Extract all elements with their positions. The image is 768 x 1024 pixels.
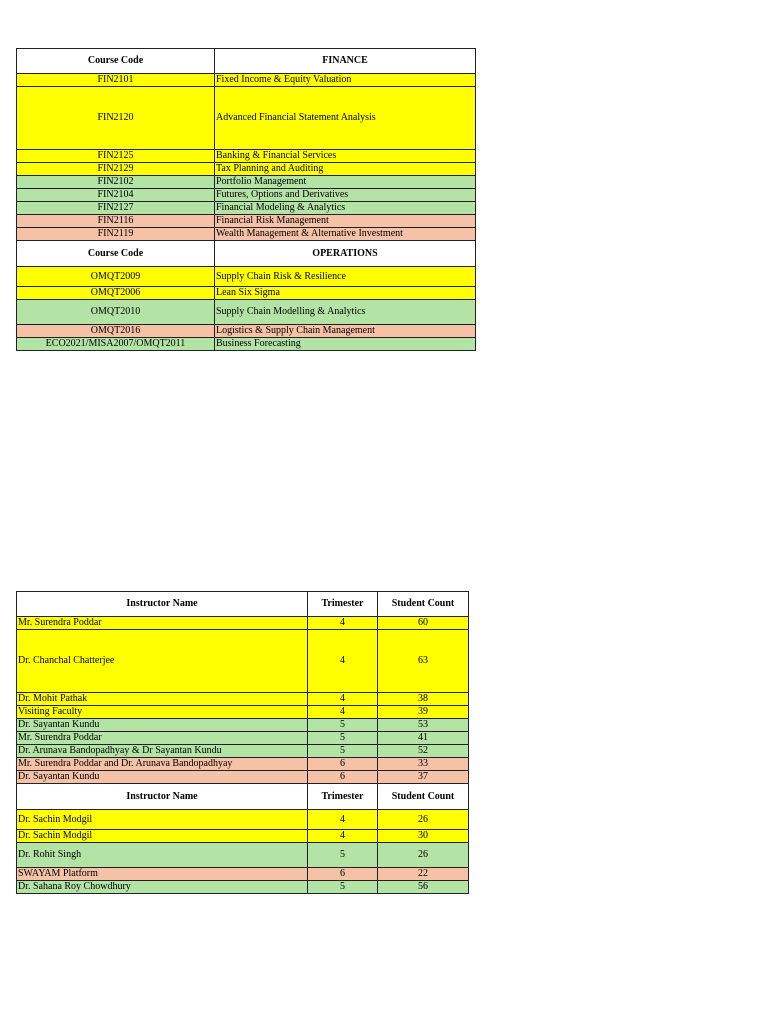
trimester-cell: 5	[308, 843, 378, 868]
course-code-cell: FIN2129	[17, 163, 215, 176]
table-row	[17, 287, 476, 300]
table-row	[17, 325, 476, 338]
table-row	[17, 338, 476, 351]
instructor-name-cell: Dr. Sahana Roy Chowdhury	[17, 881, 308, 894]
table-row	[17, 693, 469, 706]
course-code-cell: FIN2116	[17, 215, 215, 228]
trimester-cell: 5	[308, 745, 378, 758]
table-row	[17, 881, 469, 894]
instructor-name-cell: Mr. Surendra Poddar	[17, 617, 308, 630]
student-count-cell: 22	[378, 868, 469, 881]
student-count-cell: 60	[378, 617, 469, 630]
table-row	[17, 228, 476, 241]
trimester-cell: 4	[308, 630, 378, 693]
instructors-table	[16, 591, 469, 894]
table-row	[17, 74, 476, 87]
operations-header: OPERATIONS	[215, 241, 476, 267]
courses-table	[16, 48, 476, 351]
student-count-cell: 26	[378, 843, 469, 868]
trimester-cell: 5	[308, 719, 378, 732]
table-row	[17, 87, 476, 150]
trimester-cell: 6	[308, 771, 378, 784]
course-name-cell: Banking & Financial Services	[215, 150, 476, 163]
course-code-cell: FIN2120	[17, 87, 215, 150]
course-code-cell: FIN2104	[17, 189, 215, 202]
instructor-name-cell: Visiting Faculty	[17, 706, 308, 719]
table-row	[17, 202, 476, 215]
table-row	[17, 215, 476, 228]
table-row	[17, 150, 476, 163]
student-count-cell: 41	[378, 732, 469, 745]
table-row	[17, 176, 476, 189]
instructor-header-row	[17, 784, 469, 810]
instructor-name-cell: Dr. Sayantan Kundu	[17, 771, 308, 784]
table-row	[17, 300, 476, 325]
instructor-name-header: Instructor Name	[17, 592, 308, 617]
student-count-cell: 39	[378, 706, 469, 719]
table-row	[17, 267, 476, 287]
trimester-cell: 4	[308, 706, 378, 719]
instructor-name-cell: SWAYAM Platform	[17, 868, 308, 881]
trimester-cell: 6	[308, 868, 378, 881]
course-code-cell: ECO2021/MISA2007/OMQT2011	[17, 338, 215, 351]
table-row	[17, 758, 469, 771]
course-code-cell: FIN2119	[17, 228, 215, 241]
course-name-cell: Business Forecasting	[215, 338, 476, 351]
course-name-cell: Fixed Income & Equity Valuation	[215, 74, 476, 87]
instructor-name-cell: Dr. Sachin Modgil	[17, 830, 308, 843]
course-name-cell: Portfolio Management	[215, 176, 476, 189]
table-row	[17, 163, 476, 176]
trimester-cell: 4	[308, 830, 378, 843]
table-row	[17, 810, 469, 830]
course-name-cell: Financial Risk Management	[215, 215, 476, 228]
trimester-cell: 4	[308, 617, 378, 630]
instructor-name-header: Instructor Name	[17, 784, 308, 810]
course-code-cell: FIN2101	[17, 74, 215, 87]
trimester-header: Trimester	[308, 784, 378, 810]
trimester-cell: 4	[308, 810, 378, 830]
table-row	[17, 771, 469, 784]
table-row	[17, 732, 469, 745]
table-row	[17, 830, 469, 843]
course-code-cell: OMQT2006	[17, 287, 215, 300]
student-count-cell: 63	[378, 630, 469, 693]
trimester-cell: 5	[308, 881, 378, 894]
table-row	[17, 189, 476, 202]
student-count-header: Student Count	[378, 592, 469, 617]
course-code-header: Course Code	[17, 49, 215, 74]
course-code-cell: FIN2102	[17, 176, 215, 189]
operations-header-row	[17, 241, 476, 267]
student-count-cell: 37	[378, 771, 469, 784]
table-row	[17, 630, 469, 693]
student-count-cell: 53	[378, 719, 469, 732]
course-code-cell: FIN2127	[17, 202, 215, 215]
student-count-cell: 52	[378, 745, 469, 758]
table-row	[17, 719, 469, 732]
instructor-name-cell: Dr. Rohit Singh	[17, 843, 308, 868]
course-name-cell: Tax Planning and Auditing	[215, 163, 476, 176]
course-name-cell: Supply Chain Risk & Resilience	[215, 267, 476, 287]
course-name-cell: Futures, Options and Derivatives	[215, 189, 476, 202]
instructor-name-cell: Dr. Sachin Modgil	[17, 810, 308, 830]
student-count-cell: 56	[378, 881, 469, 894]
trimester-cell: 5	[308, 732, 378, 745]
trimester-cell: 6	[308, 758, 378, 771]
student-count-header: Student Count	[378, 784, 469, 810]
course-code-cell: FIN2125	[17, 150, 215, 163]
table-row	[17, 706, 469, 719]
instructor-header-row	[17, 592, 469, 617]
course-name-cell: Logistics & Supply Chain Management	[215, 325, 476, 338]
trimester-cell: 4	[308, 693, 378, 706]
course-name-cell: Supply Chain Modelling & Analytics	[215, 300, 476, 325]
course-name-cell: Wealth Management & Alternative Investment	[215, 228, 476, 241]
course-code-cell: OMQT2009	[17, 267, 215, 287]
instructor-name-cell: Dr. Sayantan Kundu	[17, 719, 308, 732]
student-count-cell: 30	[378, 830, 469, 843]
instructor-name-cell: Dr. Chanchal Chatterjee	[17, 630, 308, 693]
table-row	[17, 868, 469, 881]
table-row	[17, 745, 469, 758]
finance-header: FINANCE	[215, 49, 476, 74]
table-row	[17, 843, 469, 868]
student-count-cell: 33	[378, 758, 469, 771]
finance-header-row	[17, 49, 476, 74]
course-code-header: Course Code	[17, 241, 215, 267]
student-count-cell: 38	[378, 693, 469, 706]
instructor-name-cell: Dr. Mohit Pathak	[17, 693, 308, 706]
instructor-name-cell: Mr. Surendra Poddar	[17, 732, 308, 745]
instructor-name-cell: Dr. Arunava Bandopadhyay & Dr Sayantan Kundu	[17, 745, 308, 758]
course-name-cell: Advanced Financial Statement Analysis	[215, 87, 476, 150]
student-count-cell: 26	[378, 810, 469, 830]
course-name-cell: Lean Six Sigma	[215, 287, 476, 300]
course-name-cell: Financial Modeling & Analytics	[215, 202, 476, 215]
instructor-name-cell: Mr. Surendra Poddar and Dr. Arunava Bandopadhyay	[17, 758, 308, 771]
course-code-cell: OMQT2016	[17, 325, 215, 338]
trimester-header: Trimester	[308, 592, 378, 617]
course-code-cell: OMQT2010	[17, 300, 215, 325]
table-row	[17, 617, 469, 630]
